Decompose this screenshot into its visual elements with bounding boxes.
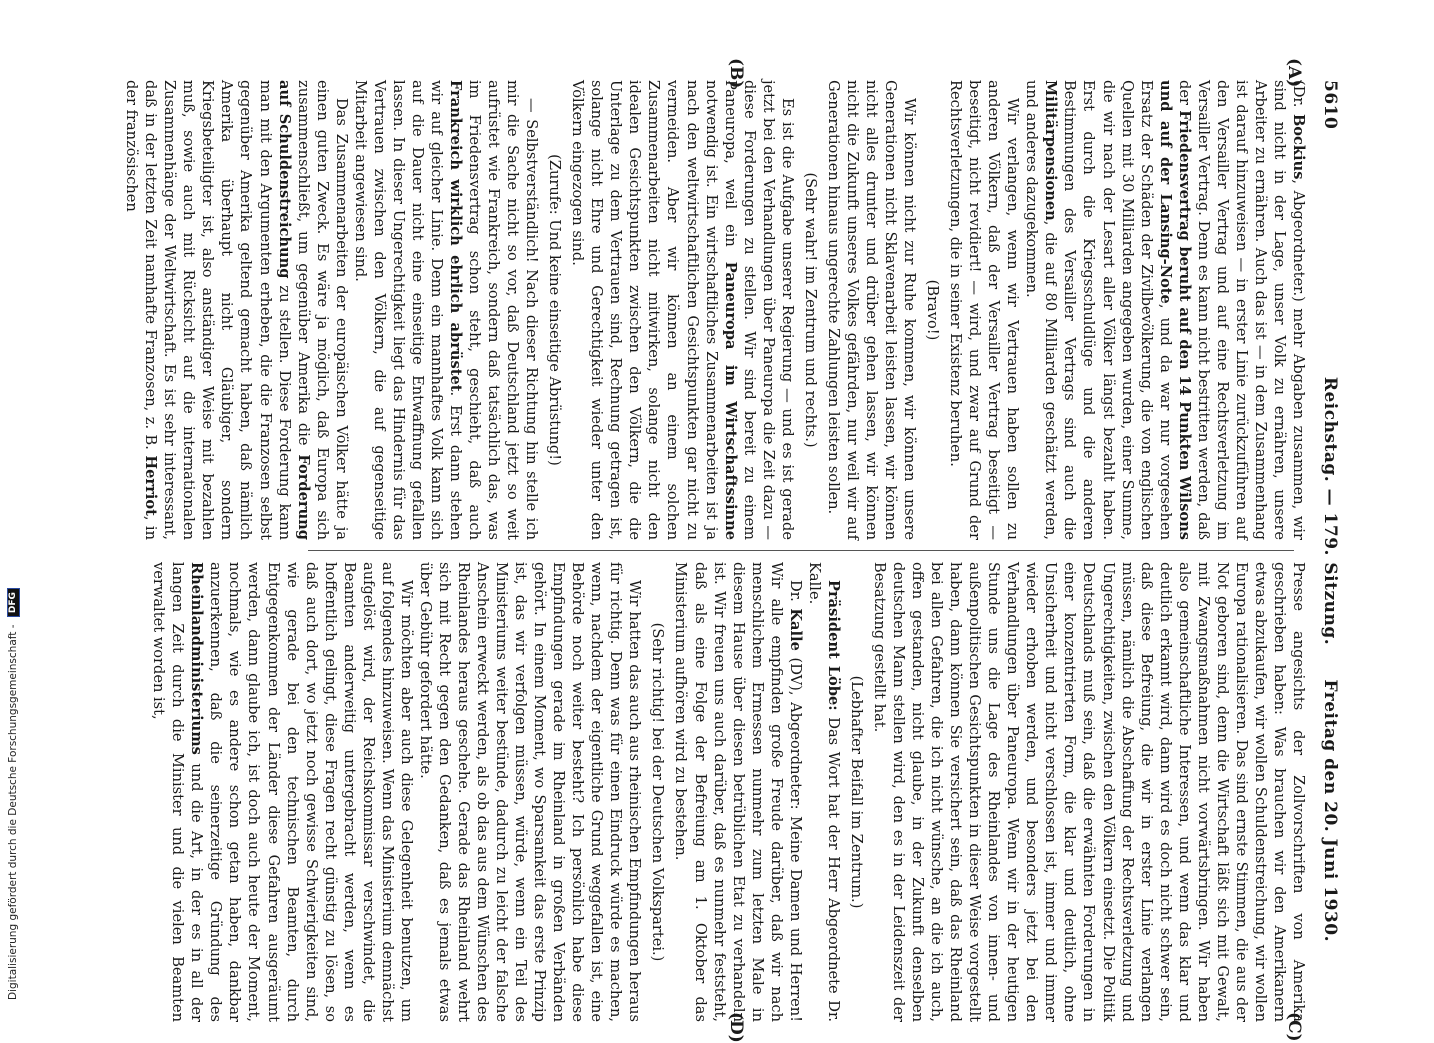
text-run: und die Art, in der es in all der langen Zeit durch die Minister und die vielen Beamten verwaltet worden ist,: [150, 562, 206, 1022]
paragraph: Presse angesichts der Zollvorschriften von Amerika geschrieben haben: Was brauchen wir den Amerikanern etwas abzukaufen, wir wollen Schuldenstreichung, wir wollen Europa rationalisieren. Das sind ernste Stimmen, die aus der Not geboren sind, denn die Wirtschaft läßt sich mit Gewalt, mit Zwangsmaßnahmen nicht vorwärtsbringen. Wir haben also gemeinschaftliche Interessen, und wenn das klar und deutlich erkannt wird, dann wird es doch nicht schwer sein, daß diese Befreiung, die wir in erster Linie verlangen müssen, nämlich die Abschaffung der Rechtsverletzung und Ungerechtigkeiten, zwischen den Völkern einsetzt. Die Politik Deutschlands muß sein, daß die erwähnten Forderungen in einer konzentrierten Form, die klar und deutlich, ohne Unsicherheit und nicht verschlossen ist, immer und immer wieder erhoben werden, und besonders jetzt bei den Verhandlungen über Paneuropa. Wenn wir in der heutigen Stunde uns die Lage des Rheinlandes von innen- und außenpolitischen Gesichtspunkten in dieser Weise vorgestellt haben, dann können Sie versichert sein, daß das Rheinland bei allen Gefahren, die ich nicht wünsche, an die ich auch, offen gestanden, nicht glaube, in der Zukunft denselben deutschen Mann stellen wird, den es in der Leidenszeit der Besatzung gestellt hat.: [870, 562, 1307, 1022]
page-number: 5610: [1320, 80, 1340, 130]
credit-text: Digitalisierung gefördert durch die Deutsche Forschungsgemeinschaft -: [7, 624, 19, 1000]
right-text-column: [150, 562, 1308, 1022]
text-run: Es ist die Aufgabe unserer Regierung — und es ist gerade jetzt bei den Verhandlungen über Paneuropa die Zeit dazu — diese Forderungen zu stellen. Wir sind bereit zu einem Paneuropa, weil ein: [721, 80, 796, 540]
text-run: , und da war nur vorgesehen Ersatz der Schäden der Zivilbevölkerung, die von englischen Quellen mit 30 Milliarden angegeben wurden, einer Summe, die wir nach der Lesart aller Völker längst bezahlt haben. Erst durch die Kriegsschuldlüge und die anderen Bestimmungen des Versailler Vertrags sind auch die: [1061, 80, 1174, 540]
text-run: mehr Abgaben zusammen, wir sind nicht in der Lage, unser Volk zu ernähren, unsere Arbeiter zu ernähren. Auch das ist — in dem Zusammenhang ist darauf hinzuweisen — in erster Linie zurückzuführen auf den Versailler Vertrag und auf eine Rechtsverletzung im Versailler Vertrag. Denn es kann nicht bestritten werden, daß der: [1175, 80, 1307, 541]
digitization-credit: [6, 0, 20, 1000]
text-run: Dr.: [786, 580, 804, 609]
emphasis-run: Militärpensionen: [1042, 80, 1060, 221]
paragraph: Wir hatten das auch aus rheinischen Empfindungen heraus für richtig. Denn was für einen Eindruck würde es machen, wenn, nachdem der eigentliche Grund weggefallen ist, eine Behörde noch weiter besteht? Ich persönlich habe diese Empfindungen gerade im Rheinland in großen Verbänden gehört. In einem Moment, wo Sparsamkeit das erste Prinzip ist, das wir verfolgen müssen, würde, wenn ein Teil des Ministeriums weiter bestünde, dadurch zu leicht der falsche Anschein erweckt werden, als ob das aus dem Wünschen des Rheinlandes heraus geschehe. Gerade das Rheinland wehrt sich mit Recht gegen den Gedanken, daß es jemals etwas über Gebühr gefordert hätte.: [416, 562, 644, 1022]
emphasis-run: Forderung auf Schuldenstreichung: [275, 80, 312, 540]
interjection: (Sehr wahr! im Zentrum und rechts.): [801, 172, 819, 448]
margin-marker-a: (A): [1284, 58, 1304, 88]
document-page: [123, 0, 1434, 1043]
session-date: Freitag den 20. Juni 1930.: [1320, 679, 1340, 942]
emphasis-run: Herriot: [142, 455, 160, 516]
emphasis-run: Frankreich wirklich ehrlich abrüstet: [446, 80, 464, 392]
paragraph: Wir können nicht zur Ruhe kommen, wir können unsere Generationen nicht Sklavenarbeit leisten lassen, wir können nicht alles drunter und drüber gehen lassen, wir können nicht die Zukunft unseres Volkes gefährden, nur weil wir auf Generationen hinaus ungerechte Zahlungen leisten sollen.: [824, 80, 919, 540]
speaker-name: Bockius: [1290, 113, 1307, 180]
speaker-name: Präsident Löbe:: [824, 580, 842, 711]
paragraph: [568, 80, 797, 540]
paragraph: [671, 562, 804, 1022]
paragraph: [122, 80, 351, 540]
emphasis-run: Paneuropa im Wirtschaftssinne: [721, 261, 739, 540]
paragraph: [1022, 80, 1308, 540]
speaker-open: (Dr.: [1290, 80, 1307, 114]
paragraph: [805, 562, 843, 1022]
column-divider: [308, 550, 1294, 551]
dfg-logo: DFG: [7, 588, 20, 617]
left-text-column: [123, 80, 1308, 541]
emphasis-run: Rheinlandministeriums: [188, 562, 206, 755]
text-run: . Erst dann stehen wir auf gleicher Linie. Denn ein mannhaftes Volk kann sich auf die Dauer nicht eine einseitige Entwaffnung gefallen lassen. In dieser Ungerechtigkeit liegt das Hindernis für das Vertrauen zwischen den Völkern, die auf gegenseitige Mitarbeit angewiesen sind.: [351, 80, 464, 540]
paragraph: [149, 562, 416, 1022]
margin-marker-b: (B): [726, 58, 746, 89]
interjection: (Bravo!): [924, 279, 942, 341]
text-run: notwendig ist. Ein wirtschaftliches Zusammenarbeiten ist ja nach den weltwirtschaftlichen Gesichtspunkten gar nicht zu vermeiden. Aber wir können an einem solchen Zusammenarbeiten nicht mitwirken, solange nicht den idealen Gesichtspunkten zwischen den Völkern, die die Unterlage zu dem Vertrauen sind, Rechnung getragen ist, solange nicht Ehre und Gerechtigkeit wieder unter den Völkern eingezogen sind.: [569, 80, 720, 540]
speaker-role: , Abgeordneter.): [1290, 179, 1307, 302]
interjection: (Lebhafter Beifall im Zentrum.): [847, 675, 865, 909]
margin-marker-d: (D): [726, 1012, 746, 1043]
speaker-name: Kalle: [786, 608, 804, 651]
interjection: (Sehr richtig! bei der Deutschen Volkspartei.): [649, 622, 667, 962]
margin-marker-c: (C): [1284, 1012, 1304, 1042]
running-title: Reichstag. — 179. Sitzung.: [1320, 376, 1340, 646]
page-header: [1310, 80, 1340, 942]
text-run: Wir möchten aber auch diese Gelegenheit benutzen, um auf folgendes hinzuweisen. Wenn das Ministerium demnächst aufgelöst wird, der Reichskommissar verschwindet, die Beamten anderweitig untergebracht werden, wenn es hoffentlich gelingt, diese Fragen recht günstig zu lösen, so daß auch dort, wo jetzt noch gewisse Schwierigkeiten sind, wie gerade bei den technischen Beamten, durch Entgegenkommen der Länder diese Gefahren ausgeräumt werden, dann glaube ich, ist doch auch heute der Moment, nochmals, wie es andere schon getan haben, dankbar anzuerkennen, daß die seinerzeitige Gründung des: [207, 562, 415, 1022]
text-run: zu stellen. Diese Forderung kann man mit den Argumenten erheben, die die Franzosen selbst gegenüber Amerika geltend gemacht haben, daß nämlich Amerika überhaupt nicht Gläubiger, sondern Kriegsbeteiligter ist, also anständiger Weise mit bezahlen muß, sowie auch mit Rücksicht auf die internationalen Zusammenhänge der Weltwirtschaft. Es ist sehr interessant, daß in der letzten Zeit namhafte Franzosen, z. B.: [142, 80, 293, 540]
paragraph: [351, 80, 541, 540]
interjection: (Zurufe: Und keine einseitige Abrüstung!): [546, 154, 564, 466]
paragraph: Wir verlangen, wenn wir Vertrauen haben sollen zu anderen Völkern, daß der Versailler Vertrag beseitigt — beseitigt, nicht revidiert! — wird, und zwar auf Grund der Rechtsverletzungen, die in seiner Existenz beruhen.: [947, 80, 1022, 540]
text-run: Das Wort hat der Herr Abgeordnete Dr. Kalle.: [805, 562, 842, 1022]
text-run: — Selbstverständlich! Nach dieser Richtung hin stelle ich mir die Sache nicht so vor, daß Deutschland jetzt so weit aufrüstet wie Frankreich, sondern daß tatsächlich das, was im Friedensvertrag schon steht, geschieht, daß auch: [466, 80, 541, 540]
text-run: Das Zusammenarbeiten der europäischen Völker hätte ja einen guten Zweck. Es wäre ja möglich, daß Europa sich zusammenschließt, um gegenüber Amerika die: [294, 80, 350, 540]
text-run: (DV), Abgeordneter: Meine Damen und Herren! Wir alle empfinden große Freude darüber, daß wir nach menschlichem Ermessen nunmehr zum letzten Male in diesem Hause über diesen betrüblichen Etat zu verhandeln ist. Wir freuen uns auch darüber, daß es nunmehr feststeht, daß als eine Folge der Befreiung am 1. Oktober das Ministerium aufhören wird zu bestehen.: [672, 562, 804, 1022]
text-run: , in der französischen: [123, 80, 160, 540]
emphasis-run: Friedensvertrag beruht auf den 14 Punkten Wilsons und auf der Lansing-Note: [1156, 80, 1193, 540]
text-run: , die auf 80 Milliarden geschätzt werden, und anderes dazugekommen.: [1023, 80, 1060, 540]
